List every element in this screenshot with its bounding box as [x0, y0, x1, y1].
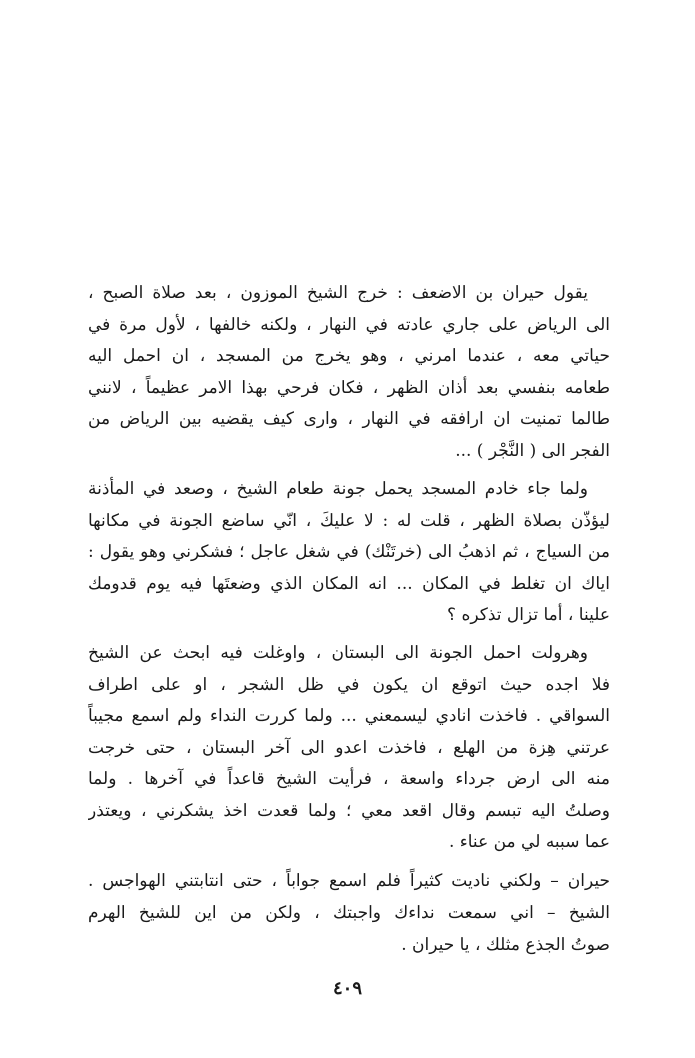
- text-line: طالما تمنيت ان ارافقه في النهار ، وارى كيف يقضيه بين الرياض من: [88, 409, 610, 429]
- paragraph-3: [88, 638, 610, 859]
- text-line: عرتني هِزة من الهلع ، فاخذت اعدو الى آخر البستان ، حتى خرجت: [88, 737, 610, 758]
- text-line: وصلتُ اليه تبسم وقال اقعد معي ؛ ولما قعدت اخذ يشكرني ، ويعتذر: [88, 800, 610, 821]
- text-line: يقول حيران بن الاضعف : خرج الشيخ الموزون ، بعد صلاة الصبح ،: [88, 283, 588, 303]
- text-line: السواقي . فاخذت انادي ليسمعني ... ولما كررت النداء ولم اسمع مجيباً: [88, 706, 610, 726]
- text-line: اياك ان تغلط في المكان ... انه المكان الذي وضعتَها فيه يوم قدومك: [88, 573, 610, 594]
- text-line: عما سببه لي من عناء .: [448, 832, 610, 852]
- text-line: حياتي معه ، عندما امرني ، وهو يخرج من المسجد ، ان احمل اليه: [88, 346, 610, 366]
- text-line: الفجر الى ( النَّجْر ) ...: [455, 440, 610, 461]
- text-line: طعامه بنفسي بعد أذان الظهر ، فكان فرحي بهذا الامر عظيماً ، لانني: [88, 377, 610, 398]
- dialogue-sheikh: [88, 898, 610, 961]
- text-line: علينا ، أما تزال تذكره ؟: [447, 605, 610, 625]
- dialogue-hayran: [88, 866, 610, 898]
- text-line: من السياج ، ثم اذهبُ الى (خرتَنْك) في شغل عاجل ؛ فشكرني وهو يقول :: [88, 542, 610, 562]
- text-line: ولما جاء خادم المسجد يحمل جونة طعام الشيخ ، وصعد في المأذنة: [88, 479, 588, 499]
- text-line: فلا اجده حيث اتوقع ان يكون في ظل الشجر ، او على اطراف: [88, 674, 610, 695]
- text-line: ليؤذّن بصلاة الظهر ، قلت له : لا عليكَ ، انّي ساضع الجونة في مكانها: [88, 510, 610, 531]
- text-line: حيران – ولكني ناديت كثيراً فلم اسمع جواباً ، حتى انتابتني الهواجس .: [88, 871, 610, 891]
- text-line: صوتُ الجذع مثلك ، يا حيران .: [401, 934, 610, 955]
- text-line: وهرولت احمل الجونة الى البستان ، واوغلت فيه ابحث عن الشيخ: [88, 643, 588, 663]
- text-line: الشيخ – اني سمعت نداءك واجبتك ، ولكن من اين للشيخ الهرم: [88, 903, 610, 923]
- text-line: الى الرياض على جاري عادته في النهار ، ولكنه خالفها ، لأول مرة في: [88, 314, 610, 335]
- paragraph-2: [88, 474, 610, 632]
- text-line: منه الى ارض جرداء واسعة ، فرأيت الشيخ قاعداً في آخرها . ولما: [88, 769, 610, 789]
- page-number: ٤٠٩: [332, 978, 362, 999]
- paragraph-1: [88, 278, 610, 467]
